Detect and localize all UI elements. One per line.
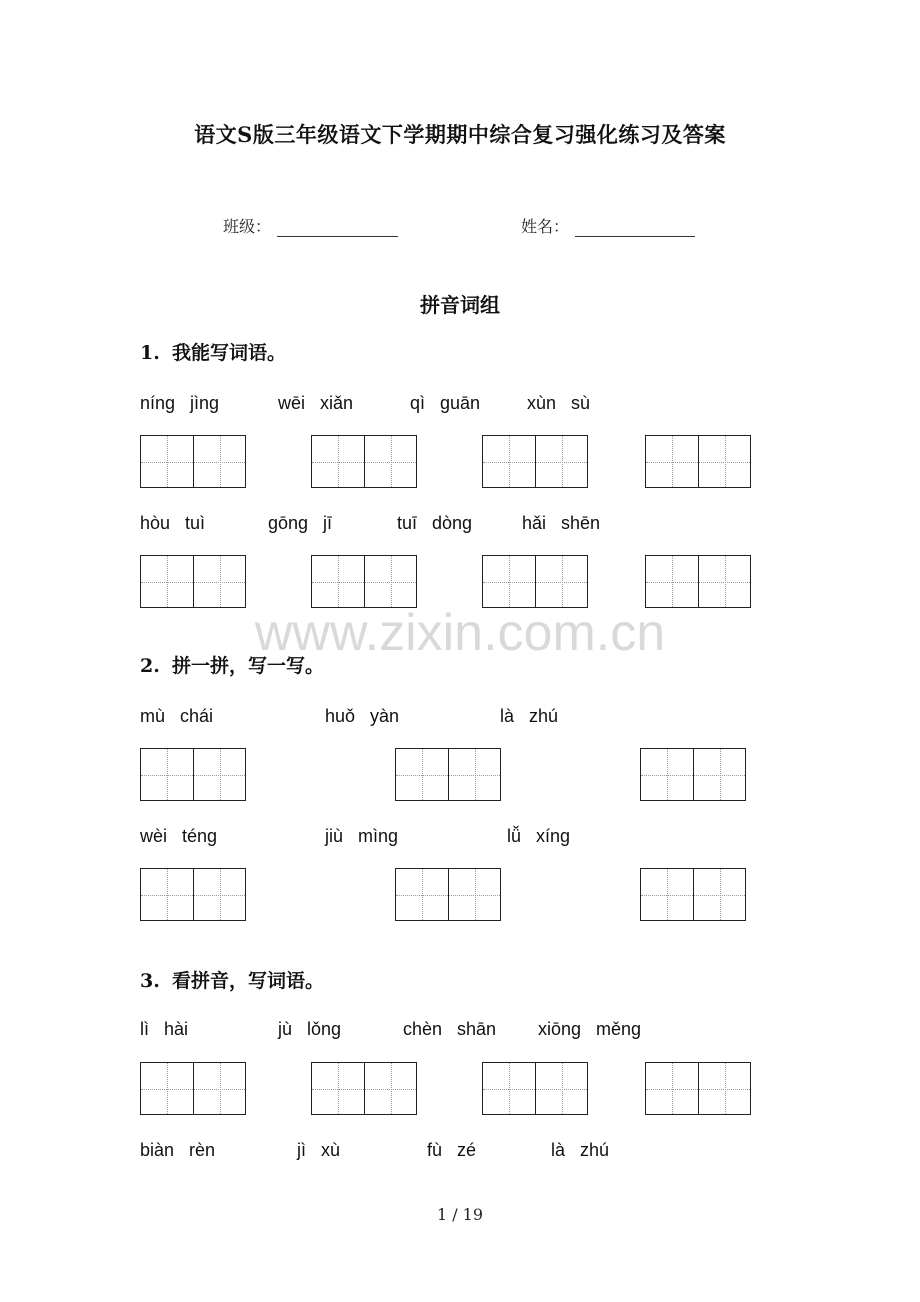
page-number: 1 / 19 xyxy=(436,1205,484,1224)
pinyin-word: tuī dòng xyxy=(397,513,473,533)
writing-cell xyxy=(448,869,500,920)
question-3-heading xyxy=(140,969,324,993)
writing-box-pair xyxy=(311,435,417,488)
section-heading: 拼音词组 xyxy=(420,293,500,317)
writing-cell xyxy=(312,436,364,487)
question-number: 3. xyxy=(140,970,160,992)
writing-cell xyxy=(483,1063,535,1114)
writing-cell xyxy=(141,1063,193,1114)
writing-box-pair xyxy=(482,555,588,608)
writing-cell xyxy=(193,436,245,487)
writing-cell xyxy=(693,749,745,800)
writing-cell xyxy=(693,869,745,920)
writing-cell xyxy=(364,556,416,607)
writing-cell xyxy=(193,869,245,920)
writing-box-pair xyxy=(645,555,751,608)
writing-box-pair xyxy=(482,435,588,488)
writing-cell xyxy=(483,556,535,607)
pinyin-word: wēi xiǎn xyxy=(278,393,354,413)
pinyin-word: hǎi shēn xyxy=(522,513,601,533)
class-fill-line xyxy=(277,220,398,237)
writing-cell xyxy=(535,1063,587,1114)
document-title: 语文S版三年级语文下学期期中综合复习强化练习及答案 xyxy=(194,122,726,147)
writing-cell xyxy=(193,749,245,800)
pinyin-word: gōng jī xyxy=(268,513,333,533)
writing-cell xyxy=(646,1063,698,1114)
pinyin-word: xiōng měng xyxy=(538,1019,642,1039)
writing-cell xyxy=(646,436,698,487)
writing-cell xyxy=(141,749,193,800)
pinyin-word: biàn rèn xyxy=(140,1140,216,1160)
writing-cell xyxy=(483,436,535,487)
class-info xyxy=(223,217,398,237)
pinyin-word: jù lǒng xyxy=(278,1019,342,1039)
pinyin-word: níng jìng xyxy=(140,393,220,413)
name-fill-line xyxy=(575,220,695,237)
class-label: 班级： xyxy=(223,217,272,236)
pinyin-word: huǒ yàn xyxy=(325,706,400,726)
writing-cell xyxy=(364,436,416,487)
pinyin-word: chèn shān xyxy=(403,1019,497,1039)
writing-cell xyxy=(312,556,364,607)
writing-box-pair xyxy=(140,1062,246,1115)
pinyin-word: là zhú xyxy=(551,1140,610,1160)
writing-box-pair xyxy=(140,435,246,488)
writing-cell xyxy=(396,749,448,800)
question-prompt: 我能写词语。 xyxy=(172,342,287,364)
pinyin-word: mù chái xyxy=(140,706,214,726)
question-2-heading xyxy=(140,654,324,678)
name-label: 姓名： xyxy=(521,217,570,236)
pinyin-word: wèi téng xyxy=(140,826,218,846)
pinyin-word: jiù mìng xyxy=(325,826,399,846)
pinyin-word: hòu tuì xyxy=(140,513,206,533)
writing-cell xyxy=(698,1063,750,1114)
writing-cell xyxy=(193,556,245,607)
watermark: www.zixin.com.cn xyxy=(254,604,666,662)
writing-cell xyxy=(141,556,193,607)
writing-box-pair xyxy=(640,868,746,921)
writing-box-pair xyxy=(140,748,246,801)
writing-box-pair xyxy=(645,435,751,488)
writing-cell xyxy=(698,436,750,487)
question-prompt: 看拼音，写词语。 xyxy=(172,970,325,992)
pinyin-word: lǚ xíng xyxy=(507,826,571,846)
writing-box-pair xyxy=(140,555,246,608)
writing-cell xyxy=(646,556,698,607)
writing-cell xyxy=(193,1063,245,1114)
writing-box-pair xyxy=(395,748,501,801)
writing-cell xyxy=(141,436,193,487)
question-number: 1. xyxy=(140,342,160,364)
writing-cell xyxy=(535,556,587,607)
question-1-heading xyxy=(140,341,286,365)
pinyin-word: xùn sù xyxy=(527,393,591,413)
writing-box-pair xyxy=(482,1062,588,1115)
pinyin-word: là zhú xyxy=(500,706,559,726)
writing-cell xyxy=(448,749,500,800)
writing-cell xyxy=(535,436,587,487)
pinyin-word: fù zé xyxy=(427,1140,477,1160)
pinyin-word: qì guān xyxy=(410,393,481,413)
name-info xyxy=(521,217,695,237)
writing-cell xyxy=(312,1063,364,1114)
writing-cell xyxy=(641,749,693,800)
writing-cell xyxy=(364,1063,416,1114)
writing-box-pair xyxy=(395,868,501,921)
question-prompt: 拼一拼，写一写。 xyxy=(172,655,325,677)
writing-box-pair xyxy=(140,868,246,921)
writing-box-pair xyxy=(311,555,417,608)
question-number: 2. xyxy=(140,655,160,677)
writing-box-pair xyxy=(640,748,746,801)
writing-cell xyxy=(641,869,693,920)
writing-box-pair xyxy=(311,1062,417,1115)
writing-cell xyxy=(396,869,448,920)
writing-box-pair xyxy=(645,1062,751,1115)
writing-cell xyxy=(141,869,193,920)
writing-cell xyxy=(698,556,750,607)
pinyin-word: jì xù xyxy=(297,1140,341,1160)
pinyin-word: lì hài xyxy=(140,1019,189,1039)
